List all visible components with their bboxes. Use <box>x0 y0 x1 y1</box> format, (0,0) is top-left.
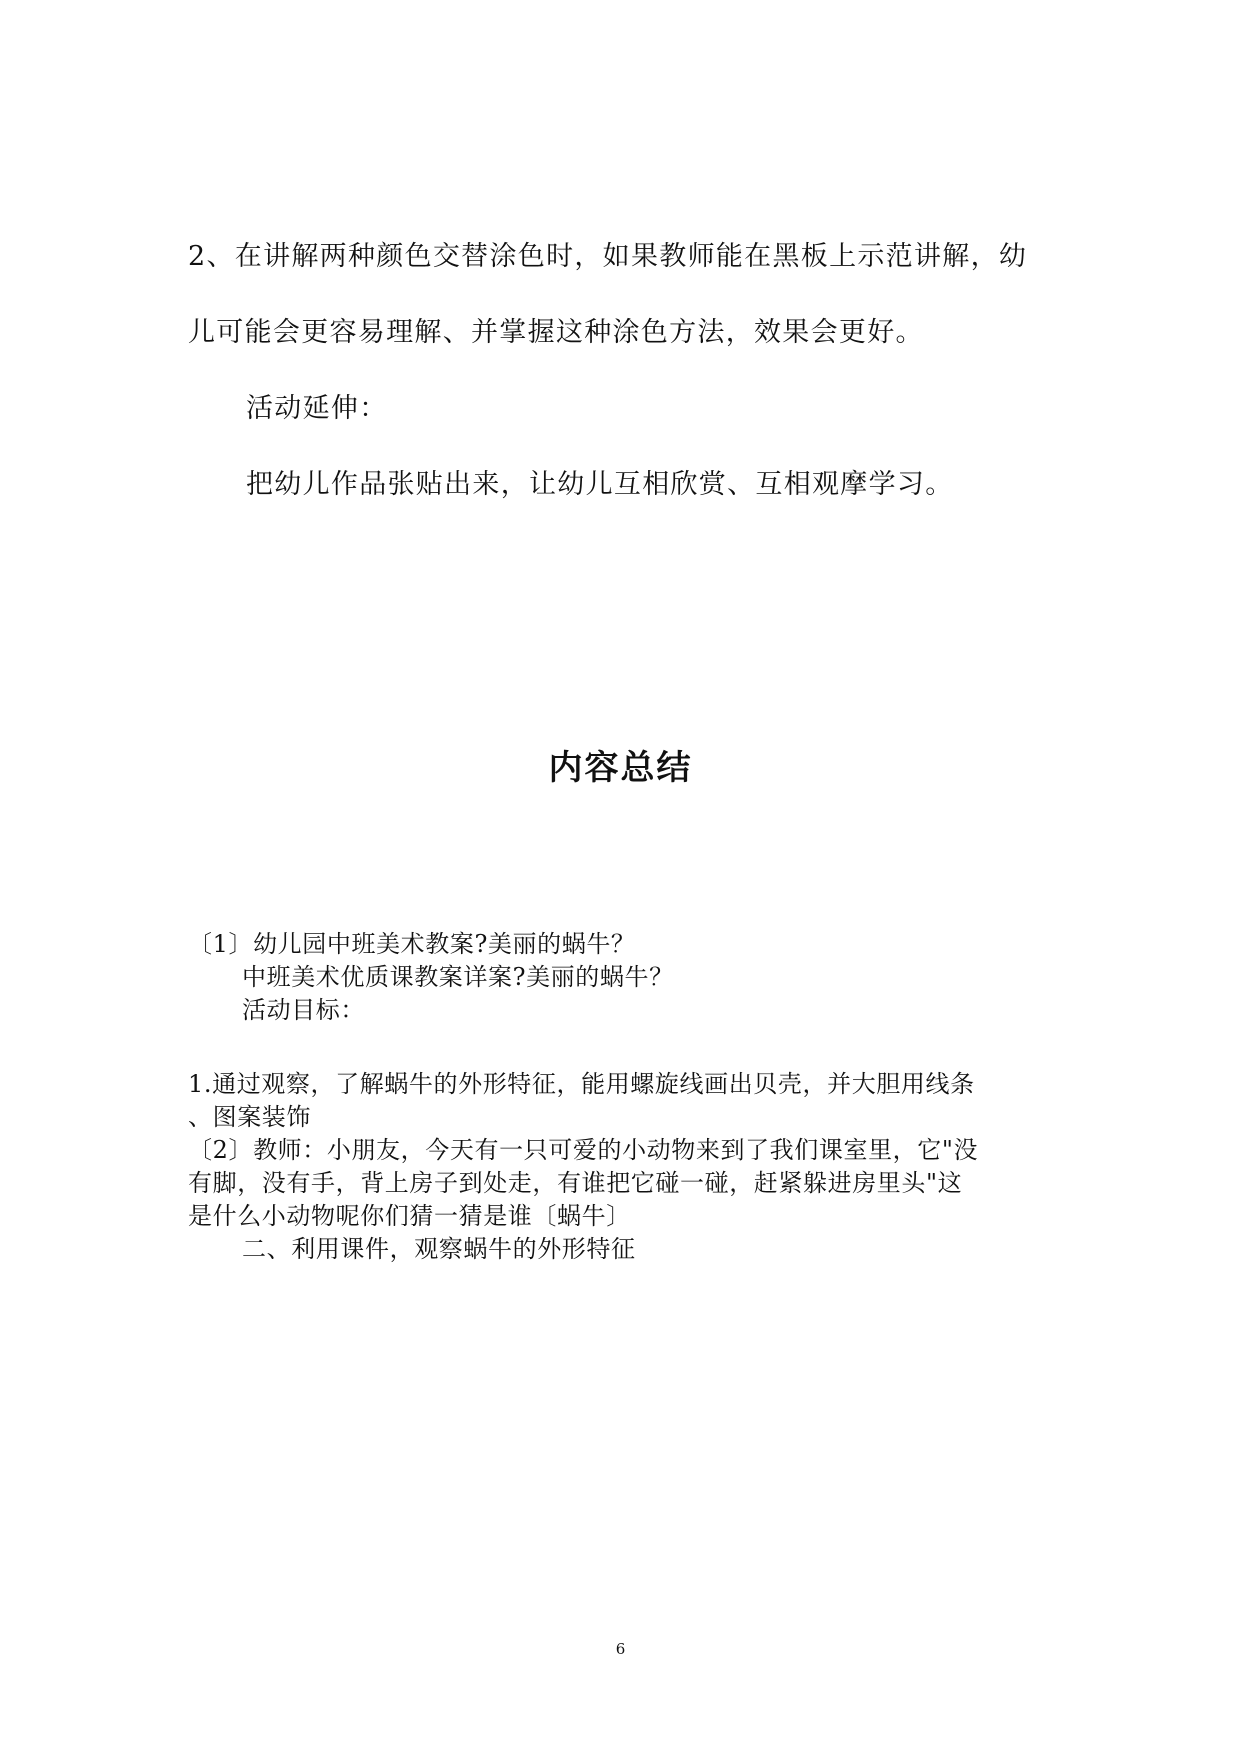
summary-line-6: 〔2〕教师：小朋友，今天有一只可爱的小动物来到了我们课室里，它"没 <box>188 1136 979 1164</box>
summary-line-3: 活动目标： <box>242 996 365 1024</box>
paragraph-line-2: 儿可能会更容易理解、并掌握这种涂色方法，效果会更好。 <box>188 317 924 348</box>
extension-label: 活动延伸： <box>246 393 388 424</box>
summary-line-7: 有脚，没有手，背上房子到处走，有谁把它碰一碰，赶紧躲进房里头"这 <box>188 1169 963 1197</box>
summary-heading: 内容总结 <box>548 748 693 788</box>
summary-line-5: 、图案装饰 <box>188 1103 311 1131</box>
summary-line-9: 二、利用课件，观察蜗牛的外形特征 <box>242 1235 636 1263</box>
summary-line-2: 中班美术优质课教案详案?美丽的蜗牛？ <box>242 963 674 991</box>
paragraph-line-1: 2、在讲解两种颜色交替涂色时，如果教师能在黑板上示范讲解，幼 <box>188 241 1028 272</box>
extension-text: 把幼儿作品张贴出来，让幼儿互相欣赏、互相观摩学习。 <box>246 469 954 500</box>
summary-line-8: 是什么小动物呢你们猜一猜是谁〔蜗牛〕 <box>188 1202 631 1230</box>
page-number: 6 <box>615 1640 626 1658</box>
summary-line-1: 〔1〕幼儿园中班美术教案?美丽的蜗牛？ <box>188 930 636 958</box>
summary-line-4: 1.通过观察，了解蜗牛的外形特征，能用螺旋线画出贝壳，并大胆用线条 <box>188 1070 975 1098</box>
